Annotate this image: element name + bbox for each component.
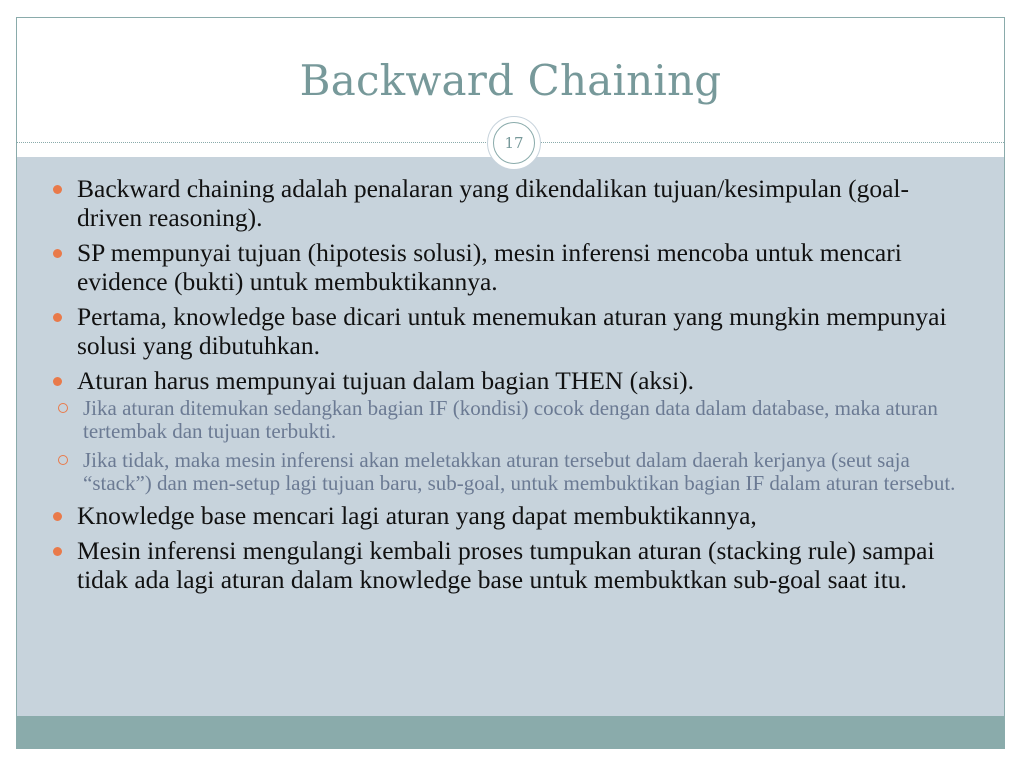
- bullet-item: [53, 302, 973, 360]
- bullet-text: Knowledge base mencari lagi aturan yang dapat membuktikannya,: [77, 501, 757, 530]
- bullet-text: SP mempunyai tujuan (hipotesis solusi), mesin inferensi mencoba untuk mencari evidence (bukti) untuk membuktikannya.: [77, 238, 902, 296]
- sub-bullet-text: Jika tidak, maka mesin inferensi akan meletakkan aturan tersebut dalam daerah kerjanya (seut saja “stack”) dan men-setup lagi tujuan baru, sub-goal, untuk membuktikan bagian IF dalam aturan tersebut.: [83, 448, 956, 495]
- bullet-text: Aturan harus mempunyai tujuan dalam bagian THEN (aksi).: [77, 366, 695, 395]
- bullet-icon: [53, 249, 62, 258]
- bullet-list: [53, 174, 973, 600]
- page-number-ring: [493, 122, 535, 164]
- bullet-icon: [53, 377, 62, 386]
- slide-title: Backward Chaining: [299, 56, 722, 105]
- bullet-item: [53, 238, 973, 296]
- slide-frame: [16, 17, 1005, 749]
- bullet-text: Mesin inferensi mengulangi kembali proses tumpukan aturan (stacking rule) sampai tidak ada lagi aturan dalam knowledge base untuk membuktkan sub-goal saat itu.: [77, 536, 935, 594]
- hollow-circle-icon: [58, 403, 68, 413]
- bullet-item: [53, 174, 973, 232]
- bullet-text: Pertama, knowledge base dicari untuk menemukan aturan yang mungkin mempunyai solusi yang dibutuhkan.: [77, 302, 947, 360]
- bullet-item: [53, 501, 973, 530]
- bullet-item: [53, 536, 973, 594]
- sub-bullet-item: [53, 449, 973, 495]
- bullet-icon: [53, 547, 62, 556]
- sub-bullet-item: [53, 397, 973, 443]
- bullet-icon: [53, 185, 62, 194]
- page-number: 17: [504, 134, 524, 152]
- hollow-circle-icon: [58, 455, 68, 465]
- bullet-text: Backward chaining adalah penalaran yang dikendalikan tujuan/kesimpulan (goal-driven reasoning).: [77, 174, 909, 232]
- bullet-icon: [53, 313, 62, 322]
- sub-bullet-text: Jika aturan ditemukan sedangkan bagian IF (kondisi) cocok dengan data dalam database, maka aturan tertembak dan tujuan terbukti.: [83, 396, 938, 443]
- bullet-item: [53, 366, 973, 495]
- sub-bullet-list: [77, 397, 973, 495]
- page-number-badge: [487, 116, 541, 170]
- footer-bar: [17, 716, 1004, 749]
- bullet-icon: [53, 512, 62, 521]
